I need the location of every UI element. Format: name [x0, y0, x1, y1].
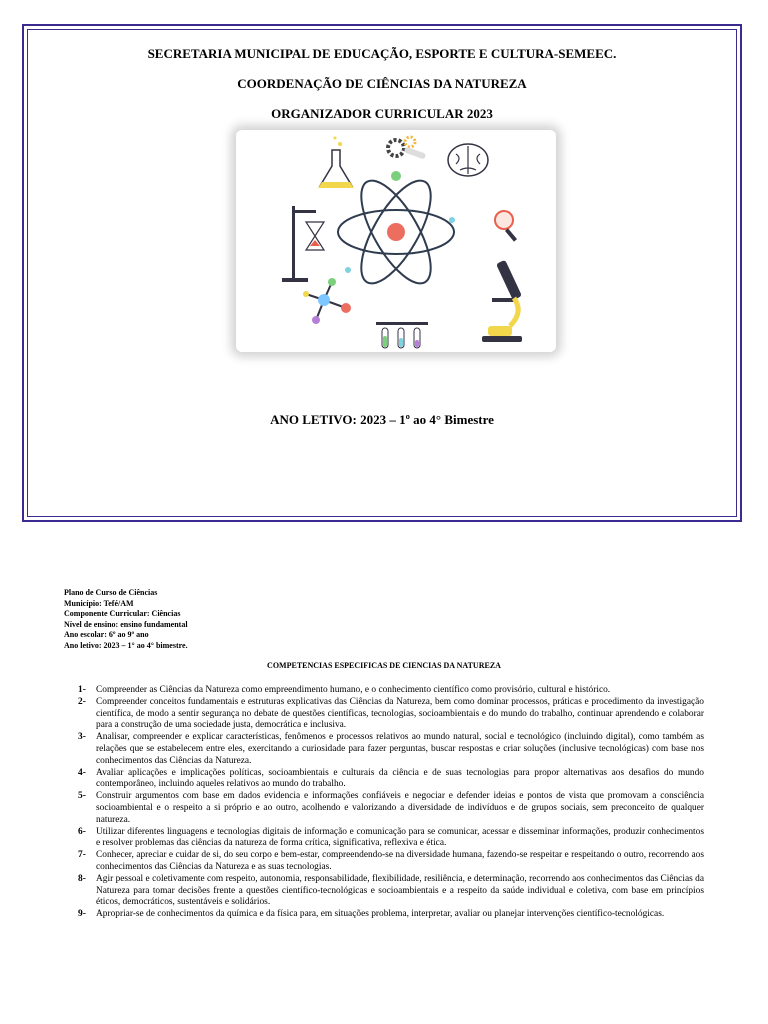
list-item	[78, 827, 704, 851]
item-text: Construir argumentos com base em dados evidencia e informações confiáveis e negociar e defender ideias e pontos de vista que promovam a consciência socioambiental e o respeito a si próprio e ao outro, acolhendo e valorizando a diversidade de indivíduos e de grupos sociais, sem preconceito de qualquer natureza.	[96, 791, 704, 825]
list-item	[78, 685, 704, 697]
municipality-label: Município: Tefé/AM	[64, 598, 134, 608]
item-text: Agir pessoal e coletivamente com respeito, autonomia, responsabilidade, flexibilidade, resiliência, e determinação, recorrendo aos conhecimentos das Ciências da Natureza para tomar decisões frente a questões científico-tecnológicas e socioambientais e a respeito da saúde individual e coletiva, com base em princípios éticos, democráticos, sustentáveis e solidários.	[96, 873, 704, 908]
competencies-heading: COMPETENCIAS ESPECIFICAS DE CIENCIAS DA NATUREZA	[267, 661, 501, 670]
item-number: 5-	[78, 791, 86, 802]
list-item	[78, 697, 704, 732]
item-number: 4-	[78, 767, 86, 778]
item-number: 2-	[78, 696, 86, 707]
item-number: 9-	[78, 909, 86, 920]
curricular-component-label: Componente Curricular: Ciências	[64, 609, 181, 618]
school-year-label: Ano letivo: 2023 – 1° ao 4° bimestre.	[64, 640, 188, 650]
school-grade-label: Ano escolar: 6º ao 9º ano	[64, 630, 149, 639]
microscope-icon	[482, 260, 522, 342]
gears-icon	[388, 137, 426, 160]
teaching-level-label: Nível de ensino: ensino fundamental	[64, 619, 188, 629]
list-item	[78, 732, 704, 767]
flask-icon	[318, 137, 354, 189]
item-text: Compreender conceitos fundamentais e estruturas explicativas das Ciências da Natureza, bem como dominar processos, práticas e procedimento da investigação científica, de modo a sentir segurança no debate de questões científicas, tecnologias, socioambientais e do mundo do trabalho, continuar aprendendo e colaborar para a construção de uma sociedade justa, democrática e inclusiva.	[96, 696, 704, 731]
item-number: 1-	[78, 685, 86, 695]
item-number: 3-	[78, 732, 86, 743]
item-text: Apropriar-se de conhecimentos da química e da física para, em situações problema, interpretar, avaliar ou planejar intervenções científico-tecnológicas.	[96, 909, 665, 920]
list-item	[78, 874, 704, 909]
list-item	[78, 768, 704, 792]
molecule-icon	[303, 278, 351, 324]
item-number: 6-	[78, 826, 86, 837]
item-text: Avaliar aplicações e implicações políticas, socioambientais e culturais da ciência e de suas tecnologias para propor alternativas aos desafios do mundo contemporâneo, incluindo aqueles relativos ao mundo do trabalho.	[96, 767, 704, 790]
item-text: Compreender as Ciências da Natureza como empreendimento humano, e o conhecimento científico como provisório, cultural e histórico.	[96, 685, 611, 695]
organizer-title: ORGANIZADOR CURRICULAR 2023	[271, 106, 493, 121]
list-item	[78, 850, 704, 874]
course-plan-label: Plano de Curso de Ciências	[64, 588, 158, 597]
secretariat-title: SECRETARIA MUNICIPAL DE EDUCAÇÃO, ESPORTE E CULTURA-SEMEEC.	[147, 46, 617, 61]
stand-icon	[282, 206, 324, 282]
cover-frame	[22, 24, 742, 522]
competencies-list	[78, 685, 704, 921]
item-number: 8-	[78, 873, 86, 884]
item-text: Conhecer, apreciar e cuidar de si, do seu corpo e bem-estar, compreendendo-se na diversidade humana, fazendo-se respeitar e respeitando o outro, recorrendo aos conhecimentos das Ciências da Natureza e as suas tecnologias.	[96, 850, 704, 872]
coordination-title: COORDENAÇÃO DE CIÊNCIAS DA NATUREZA	[237, 76, 527, 91]
school-year-title: ANO LETIVO: 2023 – 1º ao 4° Bimestre	[270, 412, 494, 427]
list-item	[78, 909, 704, 921]
test-tubes-icon	[376, 322, 428, 348]
atom-icon	[338, 171, 455, 293]
magnifier-icon	[495, 211, 517, 242]
brain-icon	[448, 144, 488, 176]
science-illustration	[236, 130, 556, 352]
item-text: Analisar, compreender e explicar características, fenômenos e processos relativos ao mundo natural, social e tecnológico (incluindo digital), como também as relações que se estabelecem entre eles, exercitando a curiosidade para fazer perguntas, buscar respostas e criar soluções (inclusive tecnológicas) com base nos conhecimentos das Ciências da Natureza.	[96, 732, 704, 766]
course-info	[64, 588, 188, 651]
list-item	[78, 791, 704, 826]
item-text: Utilizar diferentes linguagens e tecnologias digitais de informação e comunicação para se comunicar, acessar e disseminar informações, produzir conhecimentos e resolver problemas das ciências da natureza de forma crítica, significativa, reflexiva e ética.	[96, 826, 704, 849]
item-number: 7-	[78, 850, 86, 861]
